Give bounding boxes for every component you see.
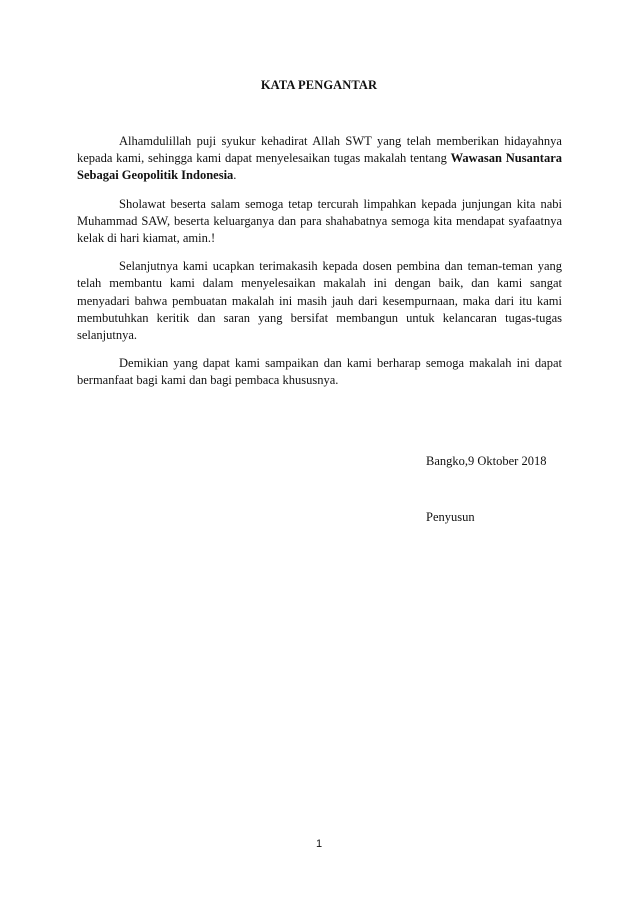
- paragraph-1-bold-topic: Wawasan Nusantara Sebagai Geopolitik Indonesia: [77, 151, 562, 183]
- paragraph-1-end: .: [233, 168, 237, 183]
- paragraph-2: Sholawat beserta salam semoga tetap tercurah limpahkan kepada junjungan kita nabi Muhammad SAW, beserta keluarganya dan para shahabatnya semoga kita mendapat syafaatnya kelak di hari kiamat, amin.!: [77, 196, 562, 246]
- paragraph-3: Selanjutnya kami ucapkan terimakasih kepada dosen pembina dan teman-teman yang telah membantu kami dalam menyelesaikan makalah ini dengan baik, dan kami sangat menyadari bahwa pembuatan makalah ini masih jauh dari kesempurnaan, maka dari itu kami membutuhkan keritik dan saran yang bersifat membangun untuk kelancaran tugas-tugas selanjutnya.: [77, 259, 562, 343]
- document-body: [77, 133, 562, 401]
- paragraph-4: Demikian yang dapat kami sampaikan dan kami berharap semoga makalah ini dapat bermanfaat bagi kami dan bagi pembaca khususnya.: [77, 356, 562, 388]
- paragraph-1-text: Alhamdulillah puji syukur kehadirat Allah SWT yang telah memberikan hidayahnya kepada kami, sehingga kami dapat menyelesaikan tugas makalah tentang: [77, 134, 562, 166]
- place-date: Bangko,9 Oktober 2018: [426, 454, 547, 468]
- page-title: KATA PENGANTAR: [260, 78, 378, 92]
- page-number: 1: [315, 838, 323, 850]
- author-signature: Penyusun: [426, 510, 475, 524]
- paragraph-1: [77, 133, 562, 185]
